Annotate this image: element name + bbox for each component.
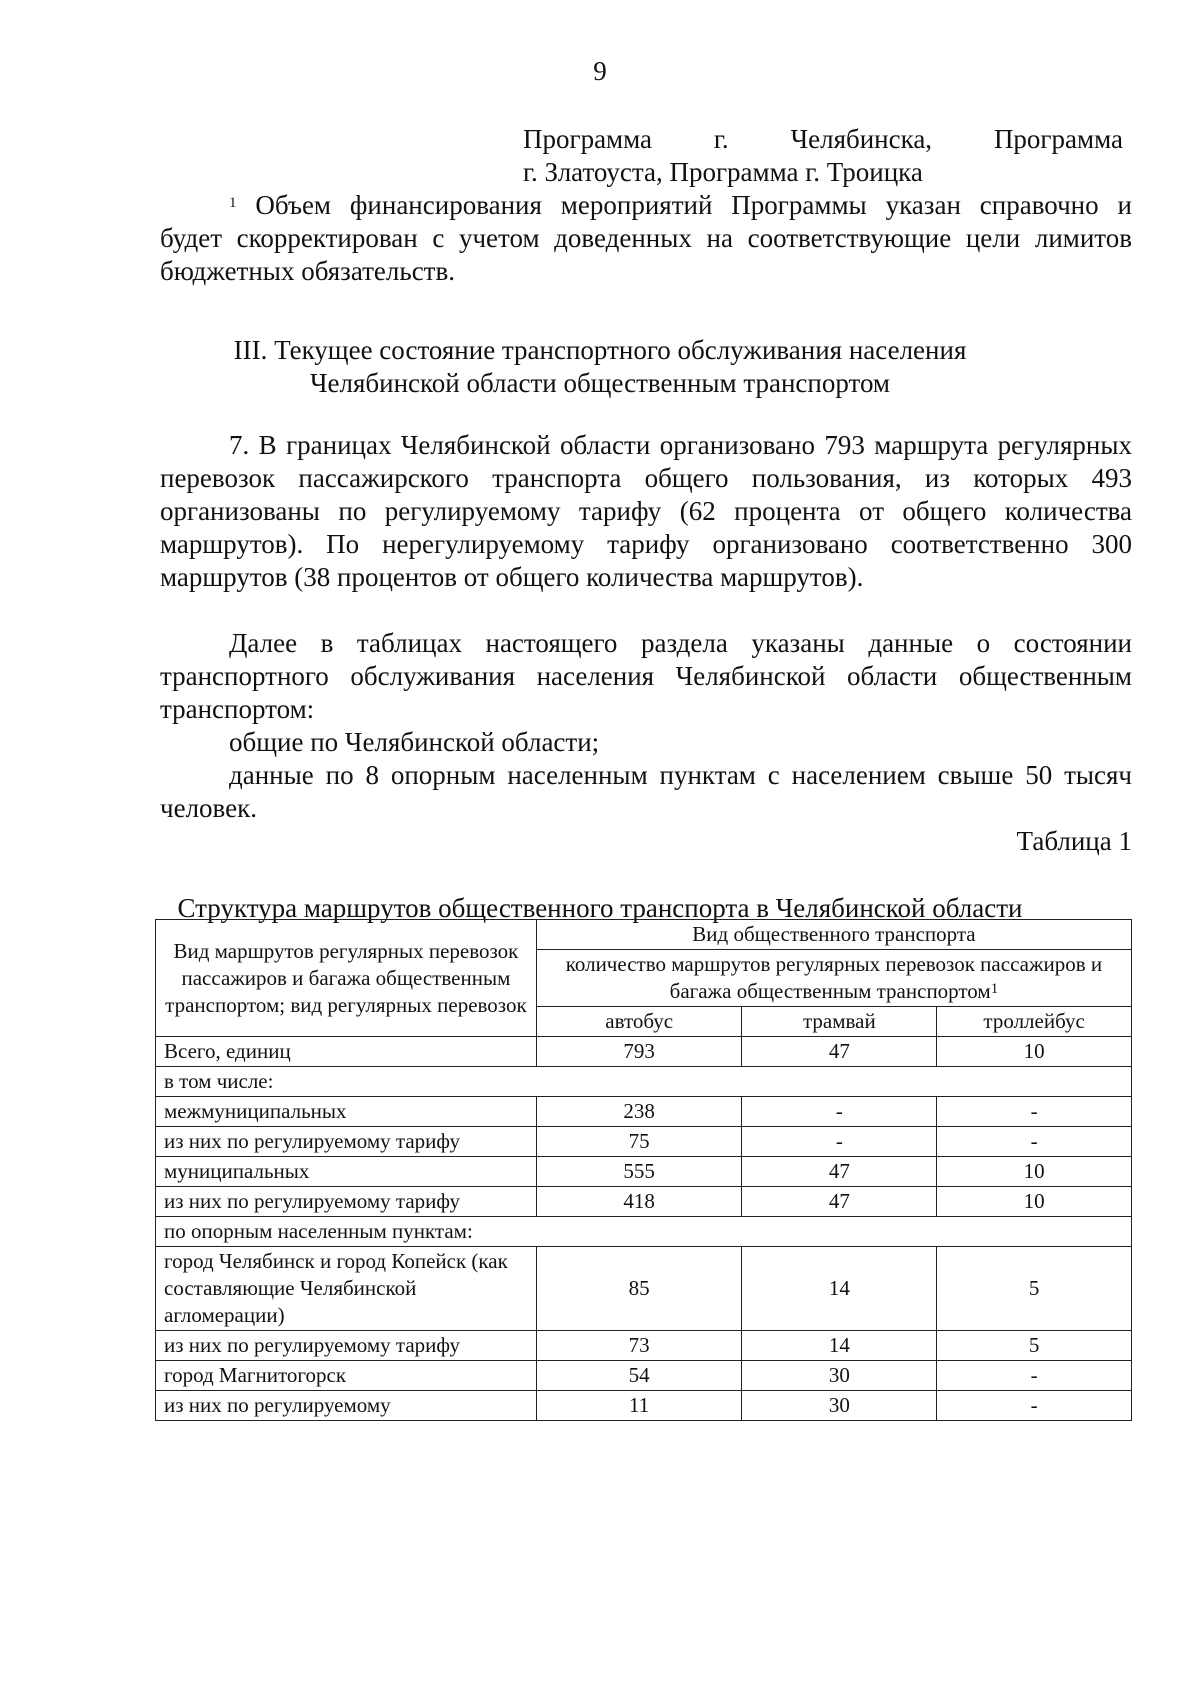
table-section-row bbox=[156, 1217, 1132, 1247]
bus-count: 75 bbox=[536, 1127, 742, 1157]
section-label: по опорным населенным пунктам: bbox=[156, 1217, 1132, 1247]
tram-count: 30 bbox=[742, 1391, 937, 1421]
bus-count: 238 bbox=[536, 1097, 742, 1127]
section-heading-line-2: Челябинской области общественным транспортом bbox=[309, 368, 891, 398]
tram-count: - bbox=[742, 1127, 937, 1157]
program-word: Челябинска, bbox=[790, 124, 933, 154]
row-label: из них по регулируемому тарифу bbox=[156, 1187, 537, 1217]
row-label: муниципальных bbox=[156, 1157, 537, 1187]
row-label: из них по регулируемому тарифу bbox=[156, 1127, 537, 1157]
trolleybus-count: 10 bbox=[937, 1037, 1132, 1067]
trolleybus-count: - bbox=[937, 1391, 1132, 1421]
program-line-1 bbox=[523, 123, 1123, 156]
bus-count: 73 bbox=[536, 1331, 742, 1361]
trolleybus-count: - bbox=[937, 1097, 1132, 1127]
row-label: Всего, единиц bbox=[156, 1037, 537, 1067]
program-word: г. bbox=[713, 124, 729, 154]
trolleybus-count: 10 bbox=[937, 1157, 1132, 1187]
bus-count: 555 bbox=[536, 1157, 742, 1187]
trolleybus-count: 5 bbox=[937, 1331, 1132, 1361]
table-row bbox=[156, 1331, 1132, 1361]
table-section-row bbox=[156, 1067, 1132, 1097]
program-line-2: г. Златоуста, Программа г. Троицка bbox=[523, 157, 923, 187]
table-row bbox=[156, 1391, 1132, 1421]
paragraph-7: 7. В границах Челябинской области организовано 793 маршрута регулярных перевозок пассажирского транспорта общего пользования, из которых 493 организованы по регулируемому тарифу (62 процента от общего количества маршрутов). По нерегулируемому тарифу организовано соответственно 300 маршрутов (38 процентов от общего количества маршрутов). bbox=[160, 430, 1132, 592]
header-route-type: Вид маршрутов регулярных перевозок пассажиров и багажа общественным транспортом; вид регулярных перевозок bbox=[156, 920, 537, 1037]
trolleybus-count: 5 bbox=[937, 1247, 1132, 1331]
tram-count: 47 bbox=[742, 1157, 937, 1187]
table-row bbox=[156, 1127, 1132, 1157]
tram-count: 30 bbox=[742, 1361, 937, 1391]
table-row bbox=[156, 1247, 1132, 1331]
tram-count: 47 bbox=[742, 1187, 937, 1217]
header-trolleybus: троллейбус bbox=[937, 1007, 1132, 1037]
routes-table bbox=[155, 919, 1132, 1421]
table-row bbox=[156, 1037, 1132, 1067]
row-label: город Магнитогорск bbox=[156, 1361, 537, 1391]
paragraph-tables-intro: Далее в таблицах настоящего раздела указаны данные о состоянии транспортного обслуживания населения Челябинской области общественным транспортом: bbox=[160, 628, 1132, 724]
list-item-general: общие по Челябинской области; bbox=[229, 727, 600, 757]
section-heading-line-1: III. Текущее состояние транспортного обслуживания населения bbox=[233, 335, 967, 365]
table-row bbox=[156, 1361, 1132, 1391]
tram-count: 47 bbox=[742, 1037, 937, 1067]
table-row bbox=[156, 1097, 1132, 1127]
table-label: Таблица 1 bbox=[1016, 826, 1132, 856]
table-title: Структура маршрутов общественного транспорта в Челябинской области bbox=[177, 893, 1023, 923]
trolleybus-count: 10 bbox=[937, 1187, 1132, 1217]
row-label: из них по регулируемому bbox=[156, 1391, 537, 1421]
program-word: Программа bbox=[993, 124, 1123, 154]
trolleybus-count: - bbox=[937, 1127, 1132, 1157]
list-item-key-settlements: данные по 8 опорным населенным пунктам с населением свыше 50 тысяч человек. bbox=[160, 760, 1132, 823]
header-footnote-mark: 1 bbox=[990, 981, 999, 997]
table-row bbox=[156, 1187, 1132, 1217]
page-number: 9 bbox=[593, 56, 607, 86]
section-label: в том числе: bbox=[156, 1067, 1132, 1097]
header-transport-type: Вид общественного транспорта bbox=[536, 920, 1131, 950]
trolleybus-count: - bbox=[937, 1361, 1132, 1391]
bus-count: 85 bbox=[536, 1247, 742, 1331]
header-bus: автобус bbox=[536, 1007, 742, 1037]
row-label: межмуниципальных bbox=[156, 1097, 537, 1127]
tram-count: 14 bbox=[742, 1247, 937, 1331]
footnote-line-2: будет скорректирован с учетом доведенных на соответствующие цели лимитов bbox=[160, 223, 1132, 253]
table-row bbox=[156, 1157, 1132, 1187]
tram-count: - bbox=[742, 1097, 937, 1127]
header-tram: трамвай bbox=[742, 1007, 937, 1037]
bus-count: 418 bbox=[536, 1187, 742, 1217]
bus-count: 793 bbox=[536, 1037, 742, 1067]
bus-count: 11 bbox=[536, 1391, 742, 1421]
row-label: из них по регулируемому тарифу bbox=[156, 1331, 537, 1361]
row-label: город Челябинск и город Копейск (как составляющие Челябинской агломерации) bbox=[156, 1247, 537, 1331]
tram-count: 14 bbox=[742, 1331, 937, 1361]
footnote-line-1: $^1$ Объем финансирования мероприятий Программы указан справочно и bbox=[229, 190, 1132, 220]
header-route-count: количество маршрутов регулярных перевозок пассажиров и багажа общественным транспортом$^1$ bbox=[536, 950, 1131, 1007]
footnote-mark: 1 bbox=[229, 195, 237, 211]
program-word: Программа bbox=[523, 124, 653, 154]
bus-count: 54 bbox=[536, 1361, 742, 1391]
footnote-line-3: бюджетных обязательств. bbox=[160, 256, 455, 286]
